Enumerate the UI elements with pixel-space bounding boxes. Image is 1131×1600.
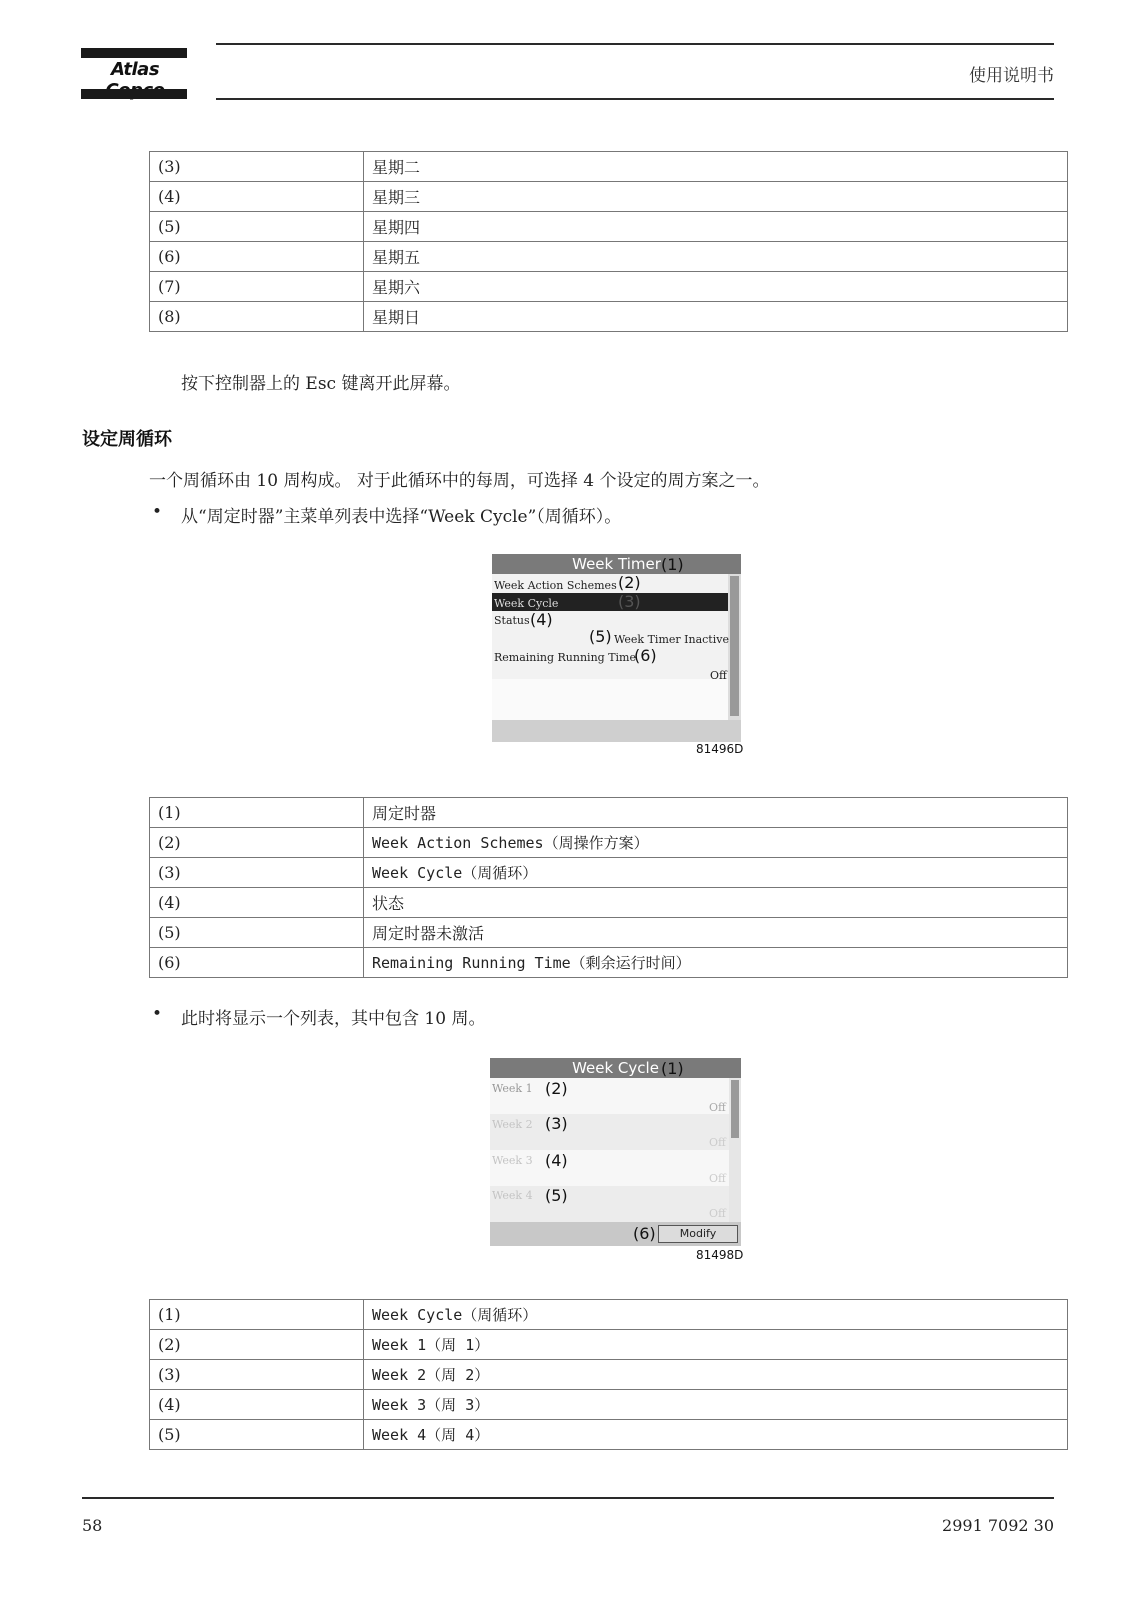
table-row xyxy=(150,272,1068,302)
table-row xyxy=(150,152,1068,182)
logo: Atlas xyxy=(110,59,160,80)
table-row xyxy=(150,828,1068,858)
callout-5: (5) xyxy=(545,1186,568,1205)
legend-text: Week Action Schemes（周操作方案） xyxy=(364,828,1068,858)
bullet-icon: • xyxy=(152,502,163,522)
header-title: 使用说明书 xyxy=(969,66,1054,86)
table-row xyxy=(150,948,1068,978)
document-number: 2991 7092 30 xyxy=(942,1516,1054,1535)
row-week-action-schemes: Week Action Schemes xyxy=(494,579,617,592)
remaining-value: Off xyxy=(710,669,727,682)
instruction-bullet-1: 从“周定时器”主菜单列表中选择“Week Cycle”（周循环）。 xyxy=(181,507,622,527)
table-row xyxy=(150,858,1068,888)
screen-bottom-bar xyxy=(492,720,741,742)
callout-1: (1) xyxy=(661,555,684,574)
legend-number: (2) xyxy=(150,828,364,858)
callout-4: (4) xyxy=(530,610,553,629)
section-title: 设定周循环 xyxy=(82,429,172,450)
callout-6: (6) xyxy=(633,1224,656,1243)
week-timer-legend-table xyxy=(149,797,1068,978)
legend-text: Week 2（周 2） xyxy=(364,1360,1068,1390)
legend-number: (7) xyxy=(150,272,364,302)
callout-3: (3) xyxy=(545,1114,568,1133)
table-row xyxy=(150,1330,1068,1360)
instruction-bullet-2: 此时将显示一个列表，其中包含 10 周。 xyxy=(181,1009,486,1029)
legend-text: 星期四 xyxy=(364,212,1068,242)
week-value: Off xyxy=(709,1101,726,1114)
section-intro: 一个周循环由 10 周构成。 对于此循环中的每周，可选择 4 个设定的周方案之一。 xyxy=(149,471,770,491)
table-row xyxy=(150,888,1068,918)
callout-2: (2) xyxy=(545,1079,568,1098)
week-label: Week 1 xyxy=(492,1082,533,1095)
esc-note: 按下控制器上的 Esc 键离开此屏幕。 xyxy=(181,374,461,394)
table-row xyxy=(150,918,1068,948)
table-row xyxy=(150,1390,1068,1420)
legend-text: 星期五 xyxy=(364,242,1068,272)
legend-number: (3) xyxy=(150,858,364,888)
modify-label: Modify xyxy=(679,1227,717,1240)
logo-bar-top xyxy=(81,48,187,58)
callout-1: (1) xyxy=(661,1059,684,1078)
legend-text: 星期二 xyxy=(364,152,1068,182)
screen-title-bar xyxy=(490,1058,741,1078)
week-cycle-legend-table xyxy=(149,1299,1068,1450)
callout-6: (6) xyxy=(634,646,657,665)
legend-number: (6) xyxy=(150,242,364,272)
weekday-legend-table xyxy=(149,151,1068,332)
legend-text: Week 4（周 4） xyxy=(364,1420,1068,1450)
legend-number: (4) xyxy=(150,1390,364,1420)
legend-number: (5) xyxy=(150,212,364,242)
callout-4: (4) xyxy=(545,1151,568,1170)
logo-bar-bottom xyxy=(81,89,187,99)
screen-title-bar xyxy=(492,554,741,574)
header-rule-bottom xyxy=(216,98,1054,100)
status-value: Week Timer Inactive xyxy=(614,633,729,646)
table-row xyxy=(150,302,1068,332)
table-row xyxy=(150,1360,1068,1390)
legend-number: (4) xyxy=(150,182,364,212)
figure-code: 81498D xyxy=(696,1248,744,1262)
legend-text: 状态 xyxy=(364,888,1068,918)
legend-text: Week 3（周 3） xyxy=(364,1390,1068,1420)
legend-number: (6) xyxy=(150,948,364,978)
header-rule-top xyxy=(216,43,1054,45)
legend-number: (5) xyxy=(150,918,364,948)
table-row xyxy=(150,242,1068,272)
screen-title: Week Timer xyxy=(572,555,661,573)
table-row xyxy=(150,798,1068,828)
table-row xyxy=(150,212,1068,242)
legend-text: 周定时器 xyxy=(364,798,1068,828)
scrollbar-thumb xyxy=(730,576,739,716)
legend-text: Remaining Running Time（剩余运行时间） xyxy=(364,948,1068,978)
scrollbar-thumb xyxy=(731,1080,739,1138)
figure-code: 81496D xyxy=(696,742,744,756)
page-number: 58 xyxy=(82,1516,103,1535)
list-lower-bg xyxy=(492,679,728,720)
legend-text: Week Cycle（周循环） xyxy=(364,858,1068,888)
legend-number: (3) xyxy=(150,1360,364,1390)
screen-title: Week Cycle xyxy=(572,1059,659,1077)
callout-3: (3) xyxy=(618,592,641,611)
legend-text: Week 1（周 1） xyxy=(364,1330,1068,1360)
week-value: Off xyxy=(709,1136,726,1149)
legend-text: 星期日 xyxy=(364,302,1068,332)
footer-rule xyxy=(82,1497,1054,1499)
legend-number: (4) xyxy=(150,888,364,918)
row-week-cycle: Week Cycle xyxy=(494,597,559,610)
legend-number: (5) xyxy=(150,1420,364,1450)
callout-5: (5) xyxy=(589,627,612,646)
legend-number: (2) xyxy=(150,1330,364,1360)
legend-number: (8) xyxy=(150,302,364,332)
bullet-icon: • xyxy=(152,1004,163,1024)
table-row xyxy=(150,182,1068,212)
legend-text: 星期三 xyxy=(364,182,1068,212)
legend-number: (3) xyxy=(150,152,364,182)
legend-text: 周定时器未激活 xyxy=(364,918,1068,948)
legend-text: Week Cycle（周循环） xyxy=(364,1300,1068,1330)
table-row xyxy=(150,1300,1068,1330)
row-remaining-running-time: Remaining Running Time xyxy=(494,651,636,664)
legend-number: (1) xyxy=(150,1300,364,1330)
week-label: Week 2 xyxy=(492,1118,533,1131)
week-label: Week 3 xyxy=(492,1154,533,1167)
week-value: Off xyxy=(709,1207,726,1220)
week-value: Off xyxy=(709,1172,726,1185)
legend-number: (1) xyxy=(150,798,364,828)
row-status: Status xyxy=(494,614,530,627)
legend-text: 星期六 xyxy=(364,272,1068,302)
week-label: Week 4 xyxy=(492,1189,533,1202)
callout-2: (2) xyxy=(618,573,641,592)
modify-button[interactable] xyxy=(658,1225,738,1243)
table-row xyxy=(150,1420,1068,1450)
